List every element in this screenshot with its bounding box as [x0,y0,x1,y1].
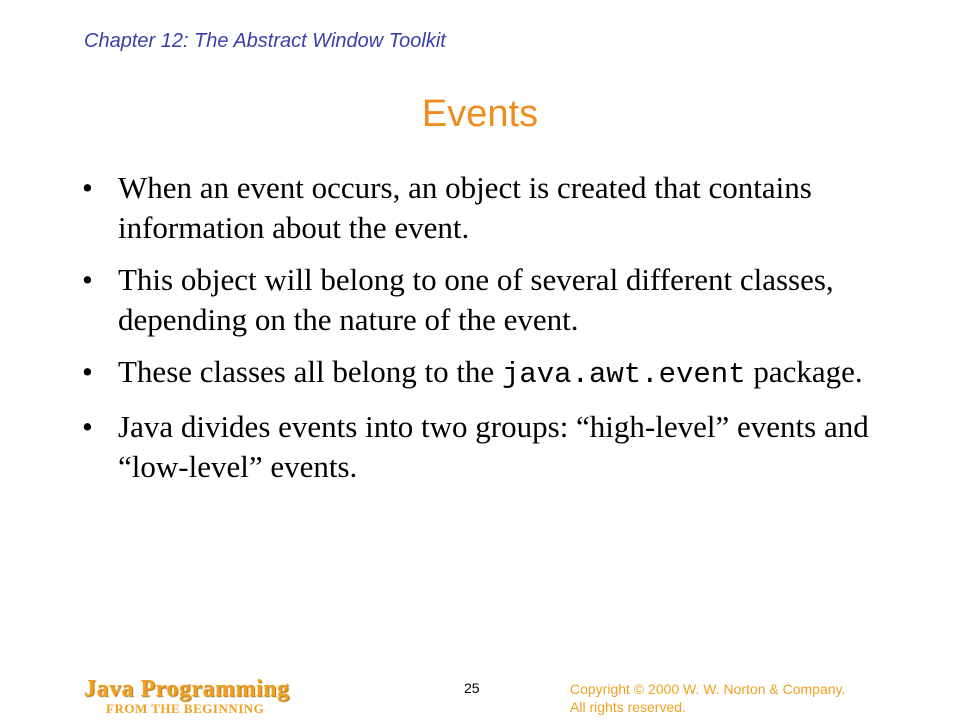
bullet-icon: • [82,262,93,297]
bullet-icon: • [82,409,93,444]
copyright-notice [570,680,950,716]
bullet-text-post: package. [745,354,863,389]
bullet-text: Java divides events into two groups: “high-level” events and “low-level” events. [118,409,869,484]
copyright-line-2: All rights reserved. [570,699,686,715]
bullet-text: When an event occurs, an object is created that contains information about the event. [118,170,812,245]
slide-title: Events [421,93,539,135]
bullet-text: This object will belong to one of several different classes, depending on the nature of the event. [118,262,834,337]
bullet-item [82,352,902,395]
bullet-item [82,407,902,487]
package-name-code: java.awt.event [501,358,746,391]
logo-title: Java Programming [84,676,290,702]
bullet-icon: • [82,354,93,389]
bullet-item [82,168,902,248]
chapter-header: Chapter 12: The Abstract Window Toolkit [84,30,446,52]
page-number: 25 [464,680,480,696]
bullet-item [82,260,902,340]
book-logo [84,676,314,717]
bullet-list [82,168,902,487]
copyright-line-1: Copyright © 2000 W. W. Norton & Company. [570,681,846,697]
logo-subtitle: FROM THE BEGINNING [106,701,265,716]
bullet-text-pre: These classes all belong to the [118,354,502,389]
bullet-icon: • [82,170,93,205]
